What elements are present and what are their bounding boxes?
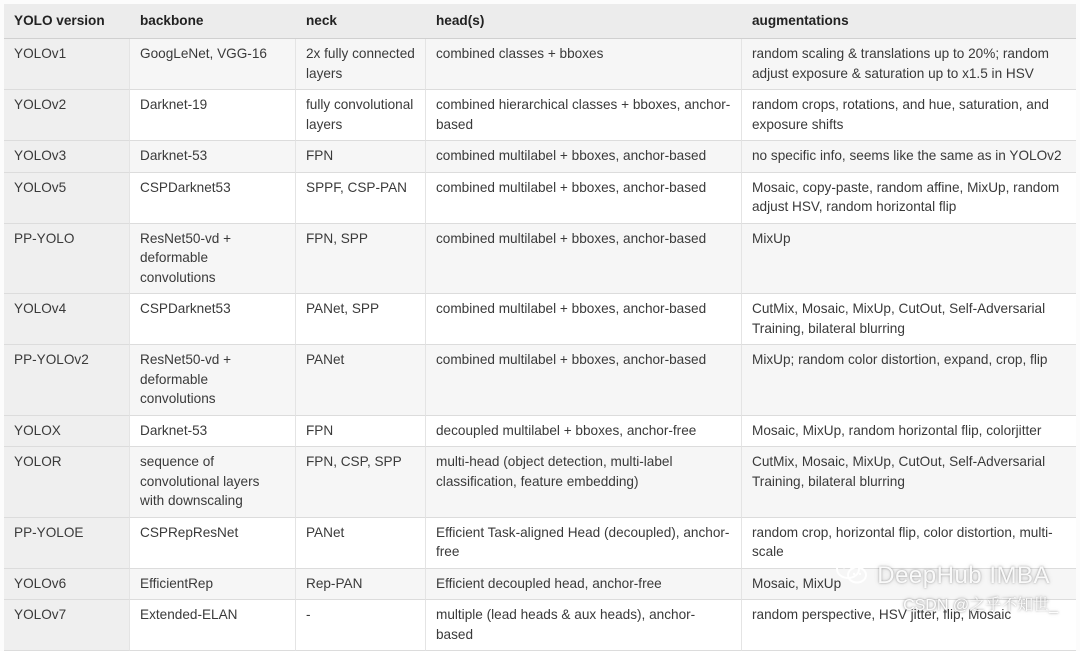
cell-heads: combined multilabel + bboxes, anchor-based [426, 173, 742, 224]
cell-neck: SPPF, CSP-PAN [296, 173, 426, 224]
cell-heads: Efficient Task-aligned Head (decoupled), anchor-free [426, 518, 742, 569]
table-header-row [4, 4, 1076, 39]
watermark-brand [835, 557, 1050, 594]
cell-heads: combined multilabel + bboxes, anchor-based [426, 345, 742, 416]
cell-heads: decoupled multilabel + bboxes, anchor-free [426, 416, 742, 448]
table-row [4, 90, 1076, 141]
cell-neck: - [296, 600, 426, 651]
cell-neck: 2x fully connected layers [296, 39, 426, 90]
cell-version: YOLOv5 [4, 173, 130, 224]
cell-heads: multiple (lead heads & aux heads), anchor-based [426, 600, 742, 651]
cell-version: YOLOX [4, 416, 130, 448]
cell-augmentations: random perspective, HSV jitter, flip, Mosaic [742, 600, 1076, 651]
wechat-icon [835, 557, 869, 594]
table-row [4, 345, 1076, 416]
cell-version: YOLOv3 [4, 141, 130, 173]
cell-version: PP-YOLOv2 [4, 345, 130, 416]
cell-augmentations: Mosaic, MixUp [742, 569, 1076, 601]
cell-version: YOLOv1 [4, 39, 130, 90]
header-yolo-version: YOLO version [4, 4, 130, 39]
table-row [4, 224, 1076, 295]
cell-backbone: CSPDarknet53 [130, 294, 296, 345]
cell-version: YOLOR [4, 447, 130, 518]
cell-augmentations: CutMix, Mosaic, MixUp, CutOut, Self-Adversarial Training, bilateral blurring [742, 294, 1076, 345]
cell-augmentations: no specific info, seems like the same as in YOLOv2 [742, 141, 1076, 173]
watermark-brand-text: DeepHub IMBA [877, 561, 1050, 589]
cell-augmentations: random crops, rotations, and hue, saturation, and exposure shifts [742, 90, 1076, 141]
cell-backbone: sequence of convolutional layers with downscaling [130, 447, 296, 518]
cell-version: YOLOv4 [4, 294, 130, 345]
cell-backbone: CSPRepResNet [130, 518, 296, 569]
cell-neck: FPN [296, 416, 426, 448]
cell-augmentations: random scaling & translations up to 20%; random adjust exposure & saturation up to x1.5 in HSV [742, 39, 1076, 90]
table-row [4, 294, 1076, 345]
cell-version: YOLOv2 [4, 90, 130, 141]
yolo-comparison-table [4, 4, 1076, 651]
cell-backbone: Darknet-19 [130, 90, 296, 141]
cell-neck: FPN, CSP, SPP [296, 447, 426, 518]
cell-heads: multi-head (object detection, multi-label classification, feature embedding) [426, 447, 742, 518]
cell-heads: combined multilabel + bboxes, anchor-based [426, 141, 742, 173]
cell-heads: combined hierarchical classes + bboxes, anchor-based [426, 90, 742, 141]
cell-version: PP-YOLO [4, 224, 130, 295]
header-heads: head(s) [426, 4, 742, 39]
cell-backbone: EfficientRep [130, 569, 296, 601]
cell-neck: FPN [296, 141, 426, 173]
header-neck: neck [296, 4, 426, 39]
watermark-csdn: CSDN @之乎不知世_ [903, 597, 1058, 614]
cell-augmentations: Mosaic, copy-paste, random affine, MixUp, random adjust HSV, random horizontal flip [742, 173, 1076, 224]
table-row [4, 141, 1076, 173]
cell-neck: PANet, SPP [296, 294, 426, 345]
cell-version: YOLOv6 [4, 569, 130, 601]
cell-backbone: ResNet50-vd + deformable convolutions [130, 345, 296, 416]
cell-backbone: CSPDarknet53 [130, 173, 296, 224]
cell-heads: Efficient decoupled head, anchor-free [426, 569, 742, 601]
cell-augmentations: CutMix, Mosaic, MixUp, CutOut, Self-Adversarial Training, bilateral blurring [742, 447, 1076, 518]
cell-neck: PANet [296, 345, 426, 416]
cell-backbone: Extended-ELAN [130, 600, 296, 651]
cell-neck: PANet [296, 518, 426, 569]
cell-heads: combined multilabel + bboxes, anchor-based [426, 224, 742, 295]
cell-backbone: ResNet50-vd + deformable convolutions [130, 224, 296, 295]
header-augmentations: augmentations [742, 4, 1076, 39]
cell-augmentations: MixUp; random color distortion, expand, crop, flip [742, 345, 1076, 416]
cell-augmentations: Mosaic, MixUp, random horizontal flip, colorjitter [742, 416, 1076, 448]
cell-version: YOLOv7 [4, 600, 130, 651]
cell-neck: FPN, SPP [296, 224, 426, 295]
table-row [4, 416, 1076, 448]
cell-version: PP-YOLOE [4, 518, 130, 569]
cell-backbone: GoogLeNet, VGG-16 [130, 39, 296, 90]
cell-neck: Rep-PAN [296, 569, 426, 601]
cell-augmentations: MixUp [742, 224, 1076, 295]
table-row [4, 173, 1076, 224]
header-backbone: backbone [130, 4, 296, 39]
table-row [4, 447, 1076, 518]
cell-heads: combined classes + bboxes [426, 39, 742, 90]
cell-backbone: Darknet-53 [130, 141, 296, 173]
cell-neck: fully convolutional layers [296, 90, 426, 141]
cell-heads: combined multilabel + bboxes, anchor-based [426, 294, 742, 345]
cell-augmentations: random crop, horizontal flip, color distortion, multi-scale [742, 518, 1076, 569]
table-row [4, 39, 1076, 90]
cell-backbone: Darknet-53 [130, 416, 296, 448]
